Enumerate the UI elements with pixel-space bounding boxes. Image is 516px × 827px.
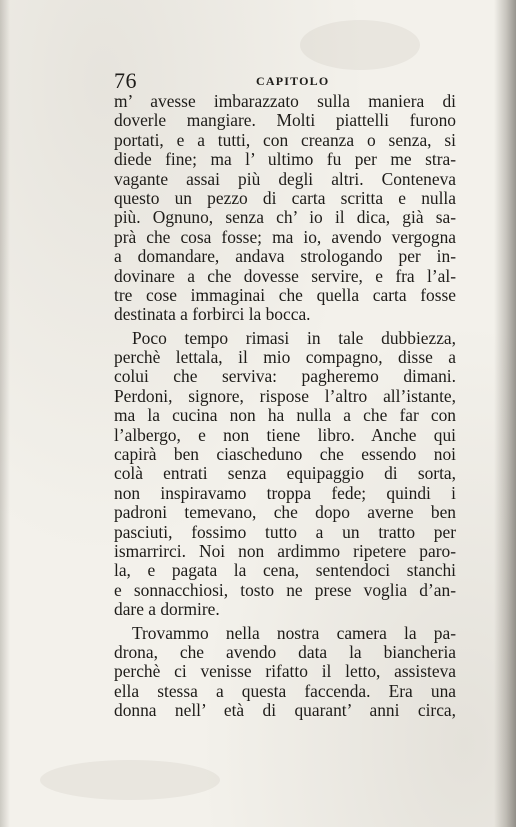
text-line: dovinare a che dovesse servire, e fra l’al-: [114, 265, 456, 286]
text-line: capirà ben ciascheduno che essendo noi: [114, 444, 456, 465]
page-number: 76: [114, 68, 137, 93]
text-line: a domandare, andava strologando per in-: [114, 246, 456, 267]
text-line: la, e pagata la cena, sentendoci stanchi: [114, 560, 456, 581]
running-head: CAPITOLO: [256, 74, 330, 88]
text-line: padroni temevano, che dopo averne ben: [114, 502, 456, 523]
paper-stain: [40, 760, 220, 800]
text-line: diede fine; ma l’ ultimo fu per me stra-: [114, 149, 456, 170]
text-line: colà entrati senza equipaggio di sorta,: [114, 463, 456, 484]
text-line: Trovammo nella nostra camera la pa-: [132, 622, 456, 643]
text-line: donna nell’ età di quarant’ anni circa,: [114, 700, 456, 721]
text-line: ma la cucina non ha nulla a che far con: [114, 405, 456, 426]
text-line: non inspiravamo troppa fede; quindi i: [114, 482, 456, 503]
text-line: perchè ci venisse rifatto il letto, assisteva: [114, 661, 456, 682]
paper-stain: [300, 20, 420, 70]
text-line: drona, che avendo data la biancheria: [114, 641, 456, 662]
text-line: prà che cosa fosse; ma io, avendo vergogna: [114, 226, 456, 247]
paragraph: [114, 329, 456, 620]
text-line: portati, e a tutti, con creanza o senza, si: [114, 129, 456, 150]
text-line: colui che serviva: pagheremo dimani.: [114, 366, 456, 387]
text-line: e sonnacchiosi, tosto ne prese voglia d’an-: [114, 579, 456, 600]
body-text: [114, 92, 456, 721]
paragraph: [114, 624, 456, 721]
text-line: vagante assai più degli altri. Conteneva: [114, 168, 456, 189]
page-gutter-shadow: [494, 0, 516, 827]
text-line: più. Ognuno, senza ch’ io il dica, già sa-: [114, 207, 456, 228]
text-line: questo un pezzo di carta scritta e nulla: [114, 187, 456, 208]
paragraph: [114, 92, 456, 325]
text-line: l’albergo, e non tiene libro. Anche qui: [114, 424, 456, 445]
text-line: pasciuti, fossimo tutto a un tratto per: [114, 521, 456, 542]
text-line: doverle mangiare. Molti piattelli furono: [114, 110, 456, 131]
text-line: destinata a forbirci la bocca.: [114, 304, 311, 325]
text-line: ella stessa a questa faccenda. Era una: [114, 680, 456, 701]
text-line: ismarrirci. Noi non ardimmo ripetere paro-: [114, 540, 456, 561]
text-line: dare a dormire.: [114, 599, 220, 620]
text-line: Poco tempo rimasi in tale dubbiezza,: [132, 327, 456, 348]
text-line: m’ avesse imbarazzato sulla maniera di: [114, 91, 456, 111]
page-left-edge-shadow: [0, 0, 10, 827]
text-line: tre cose immaginai che quella carta fosse: [114, 284, 456, 305]
text-line: Perdoni, signore, rispose l’altro all’istante,: [114, 385, 456, 406]
text-line: perchè lettala, il mio compagno, disse a: [114, 347, 456, 368]
